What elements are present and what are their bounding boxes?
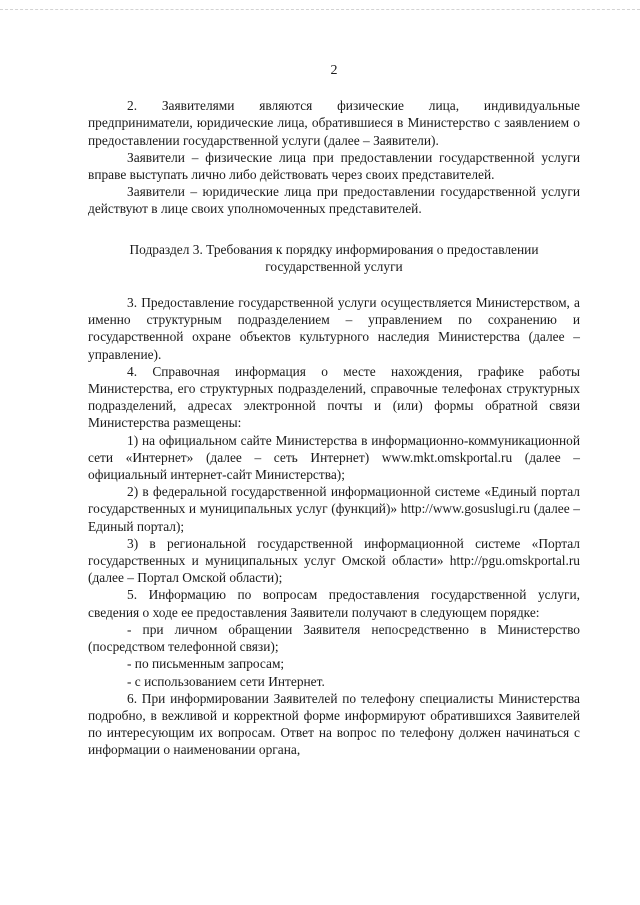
scan-edge-line: [0, 9, 640, 10]
paragraph-legal-entities: Заявители – юридические лица при предоставлении государственной услуги действуют в лице своих уполномоченных представителей.: [88, 184, 580, 217]
list-item-1: 1) на официальном сайте Министерства в информационно-коммуникационной сети «Интернет» (далее – сеть Интернет) www.mkt.omskportal.ru (далее – официальный интернет-сайт Министерства);: [88, 432, 580, 483]
paragraph-4: 4. Справочная информация о месте нахождения, графике работы Министерства, его структурных подразделений, справочные телефонах структурных подразделений, адресах электронной почты и (или) формы обратной связи Министерства размещены:: [88, 363, 580, 431]
paragraph-6: 6. При информировании Заявителей по телефону специалисты Министерства подробно, в вежливой и корректной форме информируют обратившихся Заявителей по интересующим их вопросам. Ответ на вопрос по телефону должен начинаться с информации о наименовании органа,: [88, 690, 580, 758]
document-page: [88, 62, 580, 759]
list-item-personal: - при личном обращении Заявителя непосредственно в Министерство (посредством телефонной связи);: [88, 621, 580, 655]
subsection-heading: Подраздел 3. Требования к порядку информирования о предоставлении государственной услуги: [129, 241, 539, 274]
paragraph-individuals: Заявители – физические лица при предоставлении государственной услуги вправе выступать лично либо действовать через своих представителей.: [88, 149, 580, 183]
paragraph-3: 3. Предоставление государственной услуги осуществляется Министерством, а именно структурным подразделением – управлением по сохранению и государственной охране объектов культурного наследия Министерства (далее – управление).: [88, 295, 580, 362]
list-item-3: 3) в региональной государственной информационной системе «Портал государственных и муниципальных услуг Омской области» http://pgu.omskportal.ru (далее – Портал Омской области);: [88, 535, 580, 586]
list-item-2: 2) в федеральной государственной информационной системе «Единый портал государственных и муниципальных услуг (функций)» http://www.gosuslugi.ru (далее – Единый портал);: [88, 484, 580, 534]
paragraph-5: 5. Информацию по вопросам предоставления государственной услуги, сведения о ходе ее предоставления Заявители получают в следующем порядке:: [88, 587, 580, 620]
paragraph-applicants: 2. Заявителями являются физические лица, индивидуальные предприниматели, юридические лица, обратившиеся в Министерство с заявлением о предоставлении государственной услуги (далее – Заявители).: [88, 98, 580, 148]
list-item-written: - по письменным запросам;: [127, 656, 285, 672]
page-number: 2: [330, 63, 338, 78]
list-item-internet: - с использованием сети Интернет.: [127, 673, 325, 689]
